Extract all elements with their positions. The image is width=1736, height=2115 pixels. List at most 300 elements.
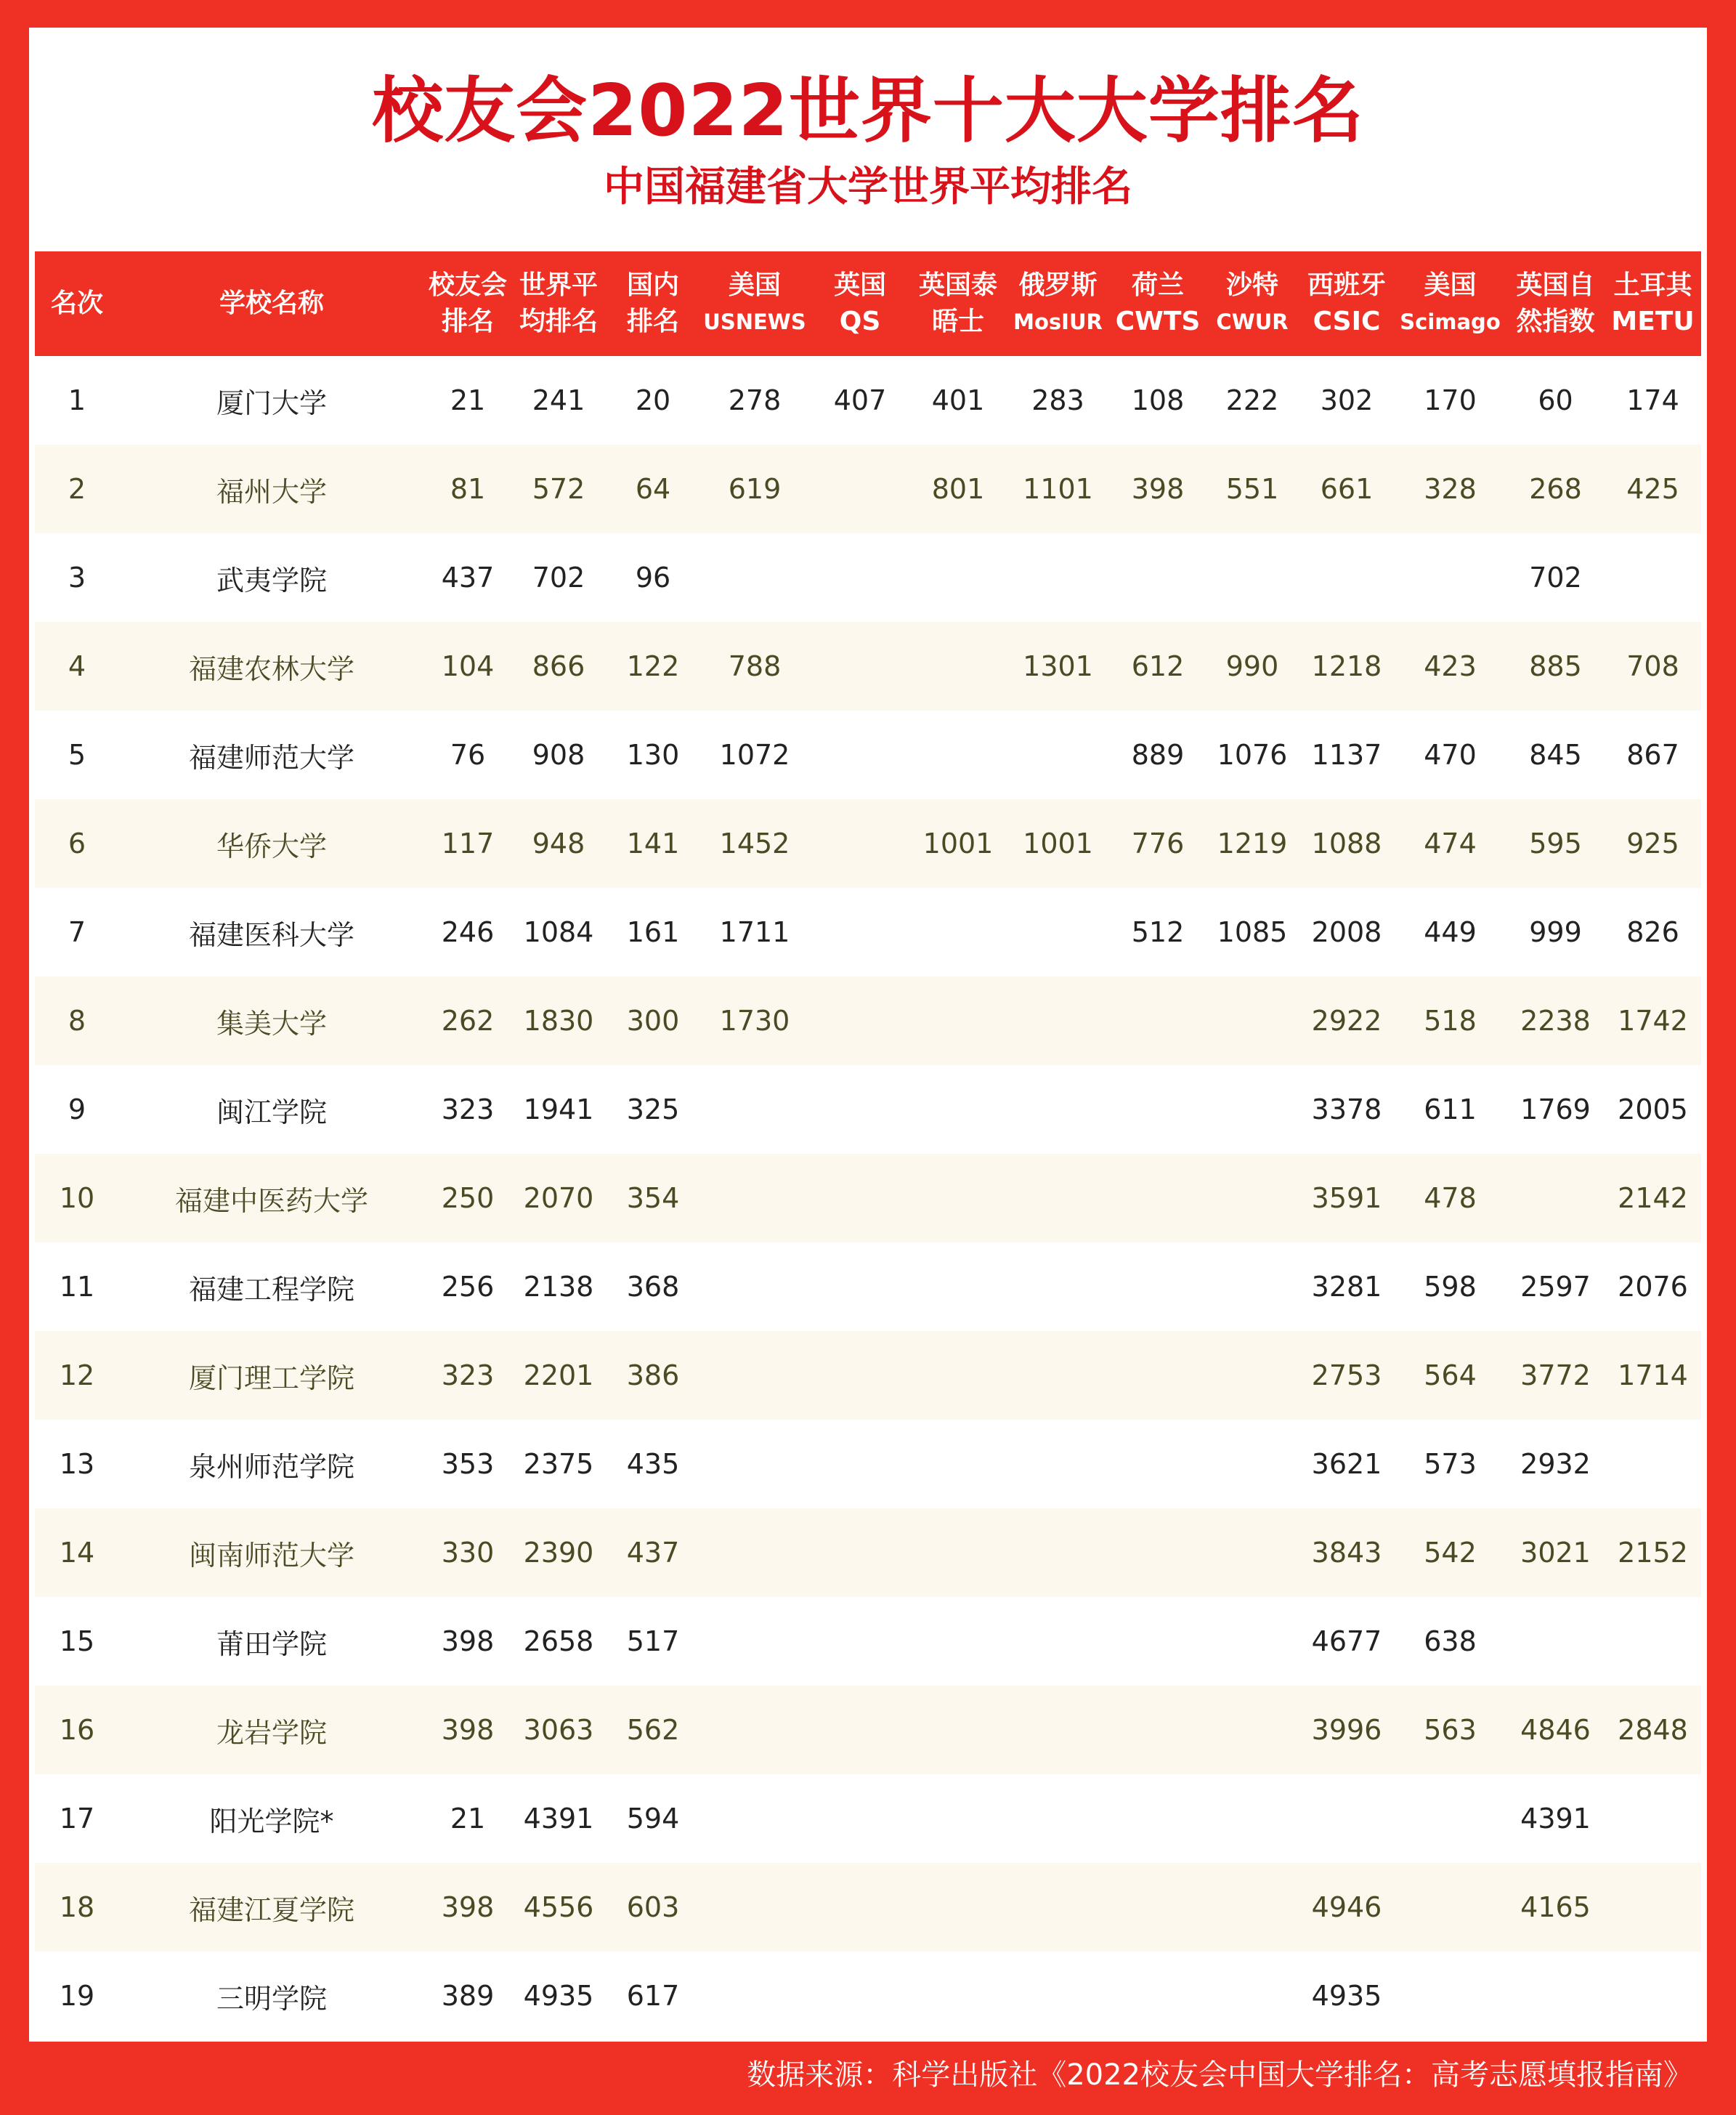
cell-nature-index: 845 <box>1506 711 1605 799</box>
cell-cwts <box>1111 1065 1205 1154</box>
cell-cwur: 1085 <box>1205 888 1299 976</box>
cell-times <box>911 533 1005 622</box>
cell-school-name: 福州大学 <box>119 445 424 533</box>
cell-qs <box>809 976 911 1065</box>
cell-csic: 3996 <box>1299 1686 1394 1774</box>
cell-scimago: 638 <box>1394 1597 1506 1686</box>
cell-cwur <box>1205 1331 1299 1420</box>
cell-school-name: 福建师范大学 <box>119 711 424 799</box>
header-times: 英国泰 晤士 <box>911 251 1005 356</box>
cell-rank: 4 <box>35 622 119 711</box>
cell-alumni-rank: 330 <box>424 1508 511 1597</box>
cell-qs <box>809 622 911 711</box>
cell-school-name: 福建江夏学院 <box>119 1863 424 1952</box>
cell-alumni-rank: 21 <box>424 1774 511 1863</box>
cell-qs <box>809 1154 911 1242</box>
cell-rank: 16 <box>35 1686 119 1774</box>
cell-rank: 5 <box>35 711 119 799</box>
cell-times <box>911 1863 1005 1952</box>
cell-qs <box>809 1597 911 1686</box>
cell-usnews <box>700 1686 809 1774</box>
cell-cwur <box>1205 1952 1299 2040</box>
cell-alumni-rank: 262 <box>424 976 511 1065</box>
cell-rank: 10 <box>35 1154 119 1242</box>
cell-csic: 3591 <box>1299 1154 1394 1242</box>
cell-csic: 4677 <box>1299 1597 1394 1686</box>
header-alumni-rank: 校友会 排名 <box>424 251 511 356</box>
cell-world-avg-rank: 2390 <box>511 1508 606 1597</box>
cell-domestic-rank: 594 <box>606 1774 700 1863</box>
cell-mosiur <box>1005 1508 1111 1597</box>
cell-domestic-rank: 617 <box>606 1952 700 2040</box>
cell-mosiur: 1101 <box>1005 445 1111 533</box>
cell-school-name: 福建中医药大学 <box>119 1154 424 1242</box>
cell-metu: 2076 <box>1605 1242 1701 1331</box>
table-row <box>35 799 1701 888</box>
cell-alumni-rank: 21 <box>424 356 511 445</box>
table-row <box>35 1154 1701 1242</box>
cell-rank: 11 <box>35 1242 119 1331</box>
cell-domestic-rank: 141 <box>606 799 700 888</box>
cell-cwts <box>1111 1774 1205 1863</box>
header-nature-index: 英国自 然指数 <box>1506 251 1605 356</box>
cell-csic: 2922 <box>1299 976 1394 1065</box>
cell-world-avg-rank: 1084 <box>511 888 606 976</box>
cell-qs: 407 <box>809 356 911 445</box>
cell-times <box>911 1154 1005 1242</box>
cell-cwur: 551 <box>1205 445 1299 533</box>
cell-usnews: 1711 <box>700 888 809 976</box>
cell-school-name: 厦门大学 <box>119 356 424 445</box>
cell-times <box>911 1331 1005 1420</box>
page-subtitle: 中国福建省大学世界平均排名 <box>604 163 1132 211</box>
cell-cwur: 1076 <box>1205 711 1299 799</box>
header-school-name: 学校名称 <box>119 251 424 356</box>
cell-domestic-rank: 64 <box>606 445 700 533</box>
cell-domestic-rank: 562 <box>606 1686 700 1774</box>
cell-metu <box>1605 1774 1701 1863</box>
cell-csic: 4946 <box>1299 1863 1394 1952</box>
cell-alumni-rank: 246 <box>424 888 511 976</box>
cell-metu <box>1605 1597 1701 1686</box>
header-scimago: 美国 Scimago <box>1394 251 1506 356</box>
cell-mosiur <box>1005 1154 1111 1242</box>
cell-usnews: 1730 <box>700 976 809 1065</box>
cell-times <box>911 622 1005 711</box>
cell-csic: 3378 <box>1299 1065 1394 1154</box>
cell-cwur <box>1205 1597 1299 1686</box>
cell-nature-index: 3772 <box>1506 1331 1605 1420</box>
cell-usnews <box>700 1952 809 2040</box>
cell-csic: 1137 <box>1299 711 1394 799</box>
header-rank: 名次 <box>35 251 119 356</box>
header-world-avg-rank: 世界平 均排名 <box>511 251 606 356</box>
cell-scimago <box>1394 1863 1506 1952</box>
cell-times <box>911 1774 1005 1863</box>
cell-cwts <box>1111 533 1205 622</box>
cell-rank: 18 <box>35 1863 119 1952</box>
cell-mosiur <box>1005 1686 1111 1774</box>
table-row <box>35 1331 1701 1420</box>
cell-qs <box>809 1242 911 1331</box>
cell-school-name: 福建工程学院 <box>119 1242 424 1331</box>
table-header-row <box>35 251 1701 356</box>
cell-cwts <box>1111 1242 1205 1331</box>
cell-domestic-rank: 130 <box>606 711 700 799</box>
cell-cwts: 889 <box>1111 711 1205 799</box>
cell-nature-index: 60 <box>1506 356 1605 445</box>
cell-metu <box>1605 1952 1701 2040</box>
cell-cwur <box>1205 1154 1299 1242</box>
cell-domestic-rank: 368 <box>606 1242 700 1331</box>
cell-cwts: 398 <box>1111 445 1205 533</box>
cell-metu: 925 <box>1605 799 1701 888</box>
cell-nature-index: 4846 <box>1506 1686 1605 1774</box>
cell-mosiur: 1301 <box>1005 622 1111 711</box>
cell-qs <box>809 1065 911 1154</box>
header-cwur: 沙特 CWUR <box>1205 251 1299 356</box>
cell-cwur <box>1205 1508 1299 1597</box>
cell-scimago: 542 <box>1394 1508 1506 1597</box>
table-row <box>35 1952 1701 2040</box>
cell-world-avg-rank: 908 <box>511 711 606 799</box>
cell-metu <box>1605 1863 1701 1952</box>
cell-cwur <box>1205 1774 1299 1863</box>
cell-csic: 3621 <box>1299 1420 1394 1508</box>
cell-rank: 3 <box>35 533 119 622</box>
cell-mosiur <box>1005 1420 1111 1508</box>
cell-world-avg-rank: 1830 <box>511 976 606 1065</box>
cell-rank: 14 <box>35 1508 119 1597</box>
cell-rank: 13 <box>35 1420 119 1508</box>
cell-csic <box>1299 1774 1394 1863</box>
cell-world-avg-rank: 572 <box>511 445 606 533</box>
table-row <box>35 1597 1701 1686</box>
cell-world-avg-rank: 4556 <box>511 1863 606 1952</box>
cell-qs <box>809 1331 911 1420</box>
cell-world-avg-rank: 1941 <box>511 1065 606 1154</box>
cell-nature-index: 702 <box>1506 533 1605 622</box>
header-metu: 土耳其 METU <box>1605 251 1701 356</box>
cell-scimago: 598 <box>1394 1242 1506 1331</box>
cell-cwur <box>1205 1686 1299 1774</box>
cell-metu: 2142 <box>1605 1154 1701 1242</box>
cell-rank: 17 <box>35 1774 119 1863</box>
cell-domestic-rank: 437 <box>606 1508 700 1597</box>
cell-usnews <box>700 1420 809 1508</box>
cell-csic: 2753 <box>1299 1331 1394 1420</box>
cell-domestic-rank: 354 <box>606 1154 700 1242</box>
cell-alumni-rank: 250 <box>424 1154 511 1242</box>
page-title: 校友会2022世界十大大学排名 <box>372 70 1364 153</box>
cell-world-avg-rank: 2375 <box>511 1420 606 1508</box>
cell-cwur: 990 <box>1205 622 1299 711</box>
cell-cwts: 612 <box>1111 622 1205 711</box>
cell-school-name: 三明学院 <box>119 1952 424 2040</box>
cell-mosiur: 1001 <box>1005 799 1111 888</box>
cell-cwts <box>1111 1331 1205 1420</box>
cell-mosiur <box>1005 1952 1111 2040</box>
cell-mosiur <box>1005 976 1111 1065</box>
cell-rank: 9 <box>35 1065 119 1154</box>
cell-nature-index: 2238 <box>1506 976 1605 1065</box>
cell-times <box>911 976 1005 1065</box>
cell-csic <box>1299 533 1394 622</box>
cell-qs <box>809 1420 911 1508</box>
cell-mosiur <box>1005 533 1111 622</box>
cell-school-name: 阳光学院* <box>119 1774 424 1863</box>
cell-scimago: 611 <box>1394 1065 1506 1154</box>
cell-times: 1001 <box>911 799 1005 888</box>
table-row <box>35 1686 1701 1774</box>
cell-domestic-rank: 517 <box>606 1597 700 1686</box>
cell-metu: 1714 <box>1605 1331 1701 1420</box>
cell-cwur <box>1205 533 1299 622</box>
cell-cwts: 512 <box>1111 888 1205 976</box>
cell-world-avg-rank: 2658 <box>511 1597 606 1686</box>
cell-qs <box>809 1508 911 1597</box>
cell-rank: 12 <box>35 1331 119 1420</box>
cell-nature-index <box>1506 1597 1605 1686</box>
header-domestic-rank: 国内 排名 <box>606 251 700 356</box>
cell-metu: 2005 <box>1605 1065 1701 1154</box>
cell-mosiur <box>1005 888 1111 976</box>
cell-metu <box>1605 1420 1701 1508</box>
cell-school-name: 福建农林大学 <box>119 622 424 711</box>
cell-school-name: 武夷学院 <box>119 533 424 622</box>
cell-usnews <box>700 1863 809 1952</box>
cell-cwts: 108 <box>1111 356 1205 445</box>
cell-usnews <box>700 1774 809 1863</box>
cell-cwur: 222 <box>1205 356 1299 445</box>
cell-alumni-rank: 437 <box>424 533 511 622</box>
cell-cwur <box>1205 1065 1299 1154</box>
cell-csic: 661 <box>1299 445 1394 533</box>
cell-qs <box>809 711 911 799</box>
cell-times <box>911 1420 1005 1508</box>
table-row <box>35 711 1701 799</box>
cell-domestic-rank: 96 <box>606 533 700 622</box>
cell-school-name: 闽南师范大学 <box>119 1508 424 1597</box>
cell-alumni-rank: 104 <box>424 622 511 711</box>
header-usnews: 美国 USNEWS <box>700 251 809 356</box>
cell-nature-index: 2597 <box>1506 1242 1605 1331</box>
cell-qs <box>809 1863 911 1952</box>
cell-mosiur <box>1005 1774 1111 1863</box>
cell-nature-index: 999 <box>1506 888 1605 976</box>
table-row <box>35 1242 1701 1331</box>
table-row <box>35 1420 1701 1508</box>
cell-nature-index: 3021 <box>1506 1508 1605 1597</box>
cell-scimago: 564 <box>1394 1331 1506 1420</box>
cell-world-avg-rank: 2070 <box>511 1154 606 1242</box>
cell-usnews <box>700 1331 809 1420</box>
table-row <box>35 533 1701 622</box>
cell-world-avg-rank: 866 <box>511 622 606 711</box>
table-row <box>35 1774 1701 1863</box>
header-mosiur: 俄罗斯 MosIUR <box>1005 251 1111 356</box>
cell-cwts <box>1111 1686 1205 1774</box>
cell-csic: 2008 <box>1299 888 1394 976</box>
table-row <box>35 1508 1701 1597</box>
cell-alumni-rank: 398 <box>424 1597 511 1686</box>
cell-cwts <box>1111 976 1205 1065</box>
cell-usnews <box>700 1242 809 1331</box>
cell-cwts <box>1111 1952 1205 2040</box>
cell-usnews: 278 <box>700 356 809 445</box>
cell-usnews <box>700 1154 809 1242</box>
cell-school-name: 集美大学 <box>119 976 424 1065</box>
table-row <box>35 976 1701 1065</box>
data-source-note: 数据来源：科学出版社《2022校友会中国大学排名：高考志愿填报指南》 <box>747 2058 1692 2092</box>
cell-scimago <box>1394 1952 1506 2040</box>
cell-domestic-rank: 161 <box>606 888 700 976</box>
cell-scimago <box>1394 533 1506 622</box>
cell-rank: 8 <box>35 976 119 1065</box>
cell-scimago: 573 <box>1394 1420 1506 1508</box>
cell-rank: 15 <box>35 1597 119 1686</box>
cell-rank: 1 <box>35 356 119 445</box>
cell-qs <box>809 445 911 533</box>
cell-rank: 2 <box>35 445 119 533</box>
cell-mosiur <box>1005 1597 1111 1686</box>
cell-alumni-rank: 398 <box>424 1863 511 1952</box>
cell-scimago <box>1394 1774 1506 1863</box>
cell-times <box>911 888 1005 976</box>
header-csic: 西班牙 CSIC <box>1299 251 1394 356</box>
cell-usnews: 1452 <box>700 799 809 888</box>
cell-qs <box>809 1774 911 1863</box>
ranking-table <box>35 251 1701 2040</box>
cell-metu: 708 <box>1605 622 1701 711</box>
table-row <box>35 888 1701 976</box>
cell-world-avg-rank: 2201 <box>511 1331 606 1420</box>
cell-rank: 7 <box>35 888 119 976</box>
cell-nature-index: 595 <box>1506 799 1605 888</box>
cell-world-avg-rank: 4935 <box>511 1952 606 2040</box>
cell-qs <box>809 799 911 888</box>
cell-mosiur <box>1005 1331 1111 1420</box>
cell-alumni-rank: 117 <box>424 799 511 888</box>
cell-school-name: 厦门理工学院 <box>119 1331 424 1420</box>
cell-scimago: 470 <box>1394 711 1506 799</box>
cell-cwur <box>1205 1242 1299 1331</box>
cell-cwts <box>1111 1154 1205 1242</box>
cell-school-name: 莆田学院 <box>119 1597 424 1686</box>
table-row <box>35 356 1701 445</box>
table-row <box>35 622 1701 711</box>
cell-metu: 2152 <box>1605 1508 1701 1597</box>
cell-scimago: 449 <box>1394 888 1506 976</box>
cell-cwur <box>1205 1863 1299 1952</box>
cell-domestic-rank: 386 <box>606 1331 700 1420</box>
cell-domestic-rank: 122 <box>606 622 700 711</box>
cell-metu: 2848 <box>1605 1686 1701 1774</box>
cell-usnews: 619 <box>700 445 809 533</box>
cell-csic: 302 <box>1299 356 1394 445</box>
header-cwts: 荷兰 CWTS <box>1111 251 1205 356</box>
table-row <box>35 445 1701 533</box>
cell-scimago: 563 <box>1394 1686 1506 1774</box>
cell-scimago: 474 <box>1394 799 1506 888</box>
cell-cwur <box>1205 976 1299 1065</box>
cell-world-avg-rank: 241 <box>511 356 606 445</box>
cell-domestic-rank: 325 <box>606 1065 700 1154</box>
cell-school-name: 福建医科大学 <box>119 888 424 976</box>
cell-metu: 174 <box>1605 356 1701 445</box>
cell-times <box>911 711 1005 799</box>
cell-nature-index: 1769 <box>1506 1065 1605 1154</box>
cell-times <box>911 1597 1005 1686</box>
ranking-table-body <box>35 356 1701 2040</box>
cell-alumni-rank: 353 <box>424 1420 511 1508</box>
table-row <box>35 1065 1701 1154</box>
cell-metu: 867 <box>1605 711 1701 799</box>
cell-csic: 3281 <box>1299 1242 1394 1331</box>
cell-times: 801 <box>911 445 1005 533</box>
cell-cwur <box>1205 1420 1299 1508</box>
cell-scimago: 518 <box>1394 976 1506 1065</box>
cell-rank: 6 <box>35 799 119 888</box>
cell-alumni-rank: 81 <box>424 445 511 533</box>
cell-mosiur: 283 <box>1005 356 1111 445</box>
cell-times: 401 <box>911 356 1005 445</box>
cell-nature-index: 268 <box>1506 445 1605 533</box>
cell-cwur: 1219 <box>1205 799 1299 888</box>
cell-metu: 425 <box>1605 445 1701 533</box>
cell-world-avg-rank: 2138 <box>511 1242 606 1331</box>
cell-domestic-rank: 435 <box>606 1420 700 1508</box>
cell-qs <box>809 888 911 976</box>
cell-usnews <box>700 533 809 622</box>
cell-csic: 1088 <box>1299 799 1394 888</box>
cell-cwts: 776 <box>1111 799 1205 888</box>
cell-scimago: 328 <box>1394 445 1506 533</box>
cell-domestic-rank: 300 <box>606 976 700 1065</box>
cell-times <box>911 1508 1005 1597</box>
cell-usnews: 1072 <box>700 711 809 799</box>
cell-alumni-rank: 76 <box>424 711 511 799</box>
cell-alumni-rank: 256 <box>424 1242 511 1331</box>
cell-usnews <box>700 1065 809 1154</box>
cell-nature-index: 885 <box>1506 622 1605 711</box>
cell-world-avg-rank: 4391 <box>511 1774 606 1863</box>
cell-cwts <box>1111 1597 1205 1686</box>
cell-alumni-rank: 323 <box>424 1331 511 1420</box>
cell-school-name: 华侨大学 <box>119 799 424 888</box>
cell-school-name: 泉州师范学院 <box>119 1420 424 1508</box>
cell-times <box>911 1242 1005 1331</box>
cell-times <box>911 1952 1005 2040</box>
cell-nature-index <box>1506 1952 1605 2040</box>
cell-metu <box>1605 533 1701 622</box>
cell-usnews <box>700 1597 809 1686</box>
cell-mosiur <box>1005 711 1111 799</box>
ranking-sheet <box>29 28 1707 2042</box>
cell-rank: 19 <box>35 1952 119 2040</box>
cell-alumni-rank: 323 <box>424 1065 511 1154</box>
cell-scimago: 423 <box>1394 622 1506 711</box>
cell-cwts <box>1111 1508 1205 1597</box>
cell-alumni-rank: 389 <box>424 1952 511 2040</box>
cell-nature-index: 2932 <box>1506 1420 1605 1508</box>
cell-qs <box>809 533 911 622</box>
cell-times <box>911 1065 1005 1154</box>
cell-csic: 4935 <box>1299 1952 1394 2040</box>
cell-nature-index <box>1506 1154 1605 1242</box>
header-qs: 英国 QS <box>809 251 911 356</box>
cell-times <box>911 1686 1005 1774</box>
